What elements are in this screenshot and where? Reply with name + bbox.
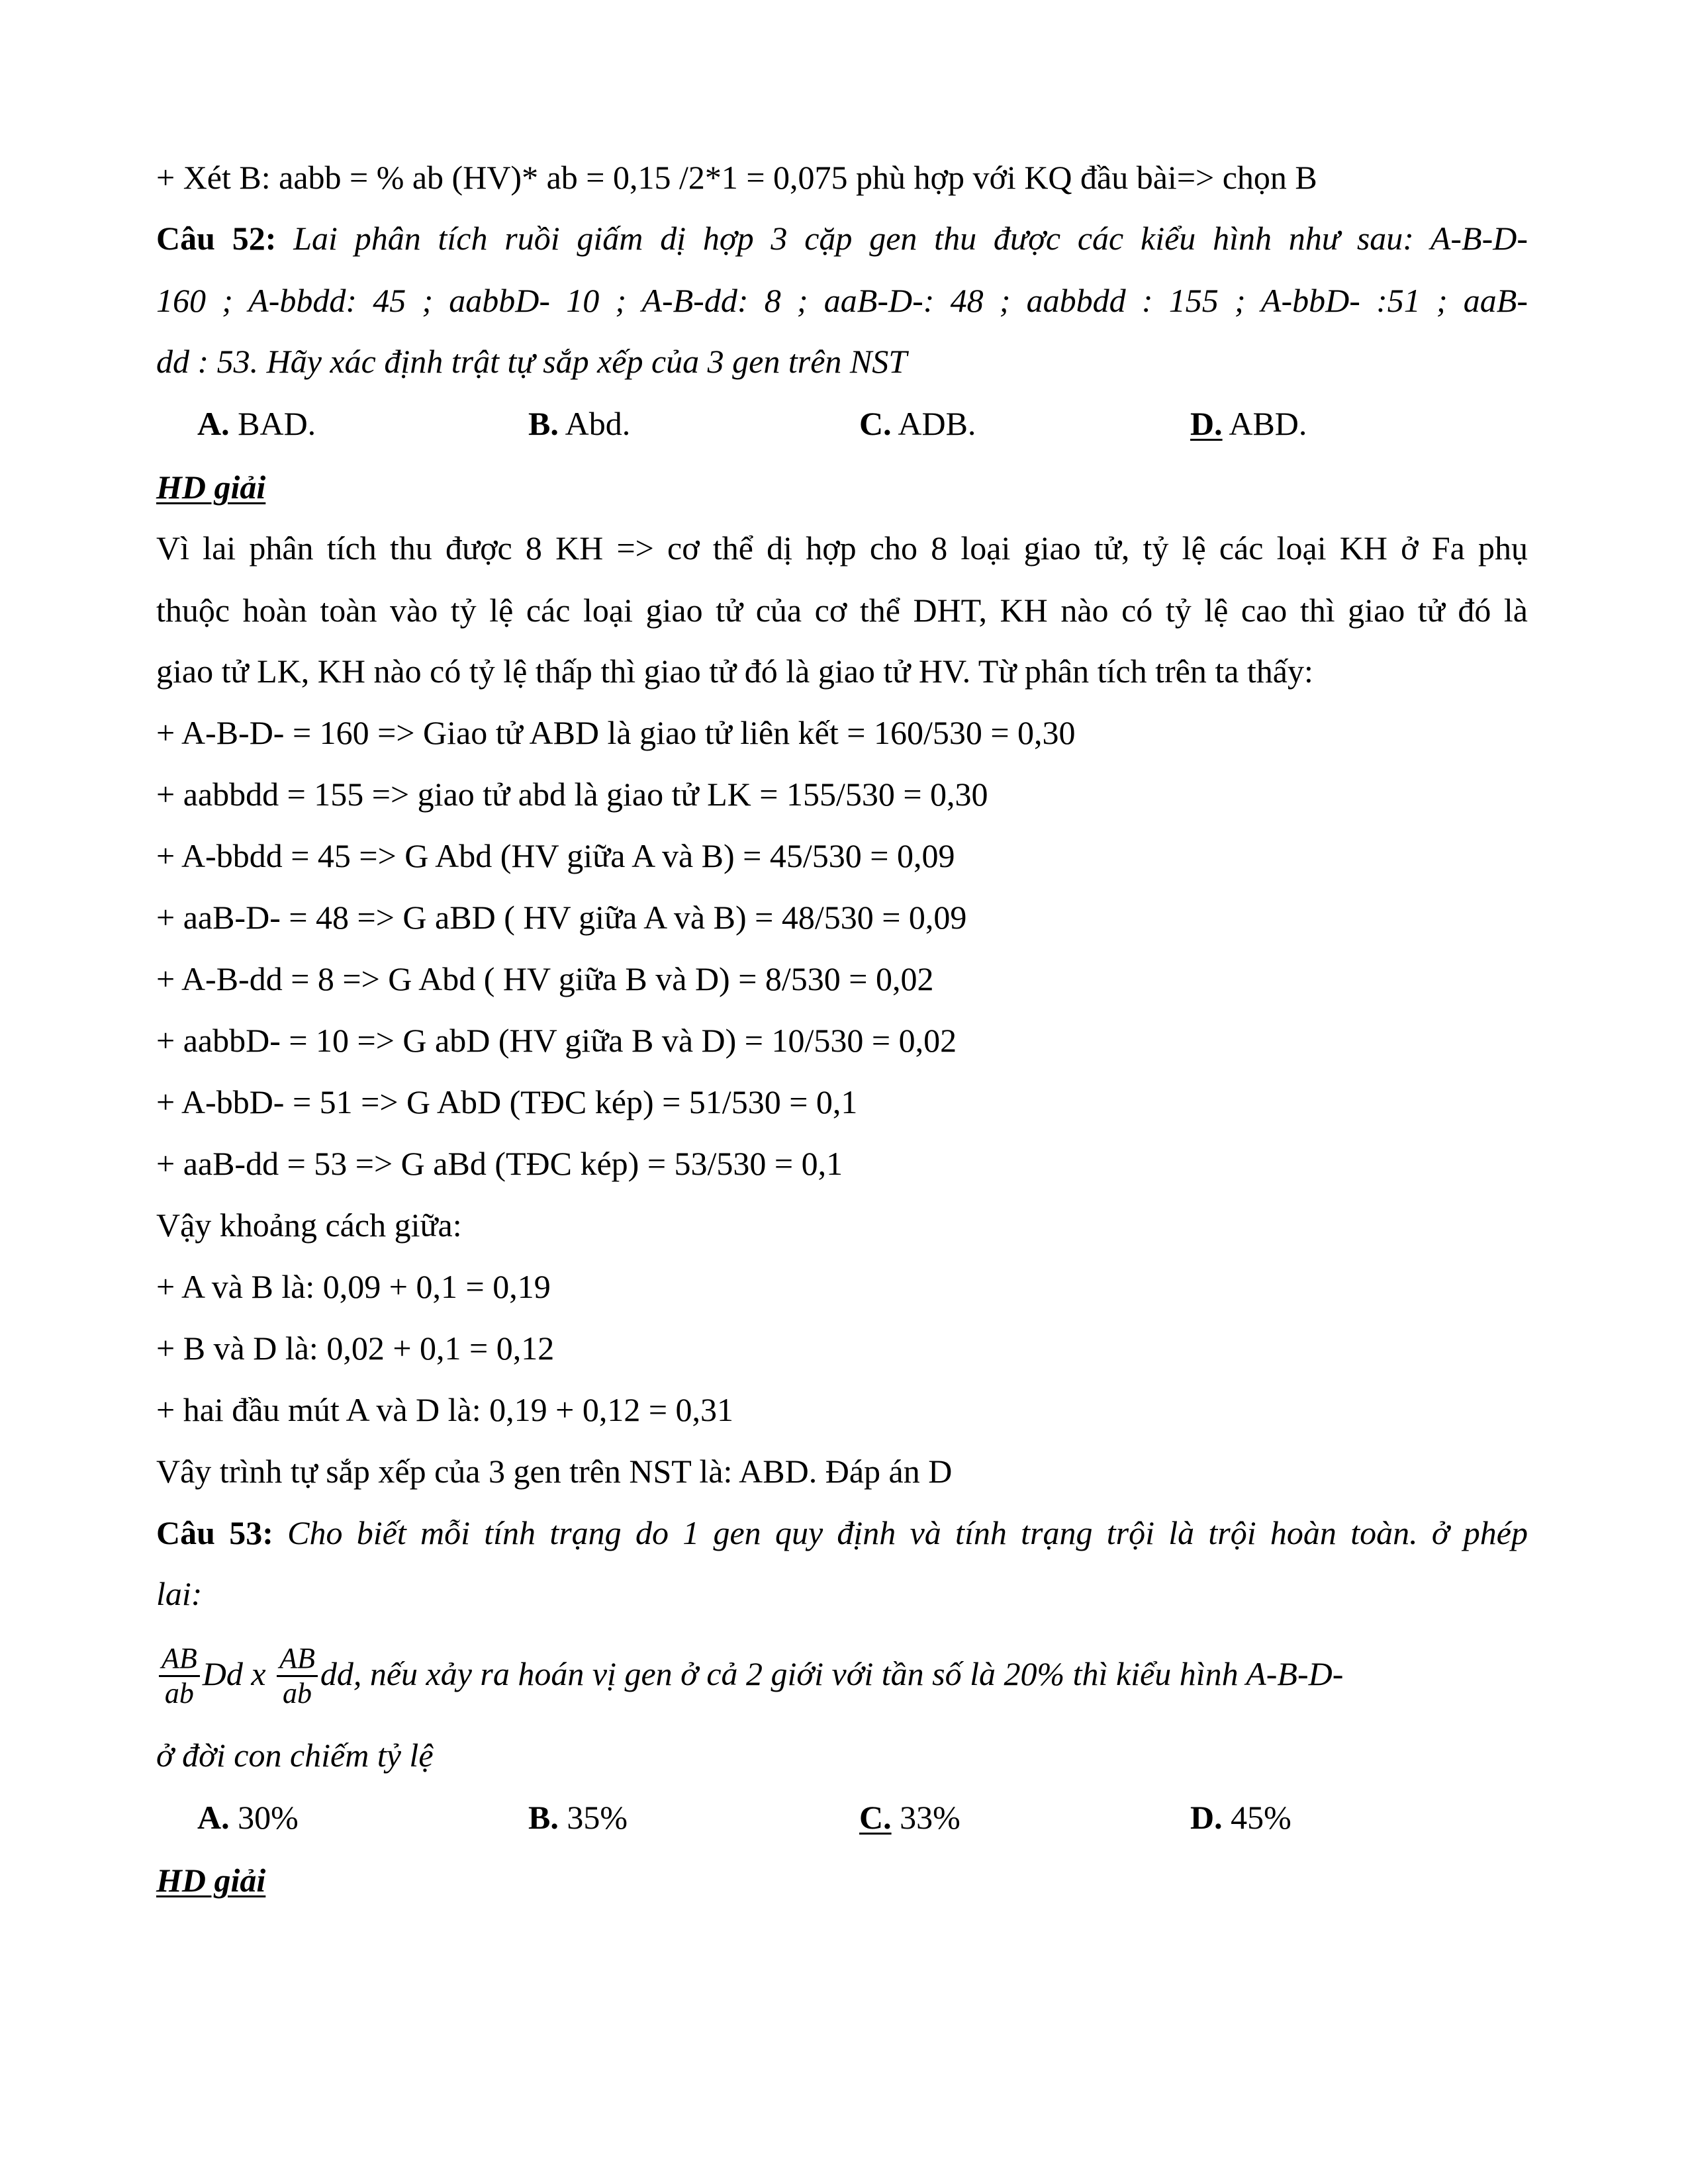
- fraction-2-denominator: ab: [282, 1677, 312, 1710]
- explain-p2: thuộc hoàn toàn vào tỷ lệ các loại giao tử của cơ thể DHT, KH nào có tỷ lệ cao thì giao tử đó là: [156, 592, 1528, 629]
- explain-p3: giao tử LK, KH nào có tỷ lệ thấp thì giao tử đó là giao tử HV. Từ phân tích trên ta thấy:: [156, 653, 1313, 690]
- q52-option-a-text: BAD.: [229, 405, 316, 442]
- explain-line: + aaB-D- = 48 => G aBD ( HV giữa A và B) = 48/530 = 0,09: [156, 899, 967, 936]
- q53-option-d-text: 45%: [1222, 1799, 1291, 1836]
- explain-line: + A-B-D- = 160 => Giao tử ABD là giao tử liên kết = 160/530 = 0,30: [156, 714, 1076, 751]
- q52-text-1: Lai phân tích ruồi giấm dị hợp 3 cặp gen thu được các kiểu hình như sau: A-B-D-: [293, 220, 1528, 257]
- fraction-2-numerator: AB: [277, 1642, 318, 1677]
- hd-heading-2: HD giải: [156, 1862, 266, 1899]
- q52-line1: [156, 218, 1528, 258]
- fraction-2: [277, 1642, 318, 1710]
- q52-label: Câu 52:: [156, 220, 277, 257]
- q52-line2: 160 ; A-bbdd: 45 ; aabbD- 10 ; A-B-dd: 8 ; aaB-D-: 48 ; aabbdd : 155 ; A-bbD- :51 ; aaB-: [156, 282, 1528, 319]
- q52-line3: dd : 53. Hãy xác định trật tự sắp xếp của 3 gen trên NST: [156, 343, 908, 380]
- explain-p1: Vì lai phân tích thu được 8 KH => cơ thể dị hợp cho 8 loại giao tử, tỷ lệ các loại KH ở Fa phụ: [156, 529, 1528, 567]
- q53-option-a-letter: A.: [197, 1799, 230, 1836]
- explain-line: Vậy khoảng cách giữa:: [156, 1206, 462, 1244]
- hd-heading-1: HD giải: [156, 469, 266, 506]
- q53-cross-mid: Dd x: [202, 1655, 266, 1692]
- q53-text-1: Cho biết mỗi tính trạng do 1 gen quy định và tính trạng trội là trội hoàn toàn. ở phép: [287, 1514, 1528, 1551]
- q53-line2: lai:: [156, 1575, 203, 1612]
- explain-line: + A-bbdd = 45 => G Abd (HV giữa A và B) = 45/530 = 0,09: [156, 837, 955, 874]
- explain-line: + B và D là: 0,02 + 0,1 = 0,12: [156, 1330, 555, 1367]
- explain-line: + A và B là: 0,09 + 0,1 = 0,19: [156, 1268, 551, 1305]
- q53-option-a-text: 30%: [229, 1799, 299, 1836]
- fraction-1-numerator: AB: [159, 1642, 200, 1677]
- q53-option-d: [1190, 1797, 1291, 1837]
- q53-option-c: [859, 1797, 961, 1837]
- q53-cross-tail: dd, nếu xảy ra hoán vị gen ở cả 2 giới với tần số là 20% thì kiểu hình A-B-D-: [320, 1655, 1344, 1692]
- explain-line: + A-B-dd = 8 => G Abd ( HV giữa B và D) = 8/530 = 0,02: [156, 960, 934, 997]
- explain-line: + hai đầu mút A và D là: 0,19 + 0,12 = 0,31: [156, 1391, 734, 1428]
- q53-option-b-text: 35%: [558, 1799, 628, 1836]
- q52-option-b: [528, 404, 630, 443]
- q52-option-c-text: ADB.: [891, 405, 976, 442]
- q52-option-d-text: ABD.: [1222, 405, 1307, 442]
- explain-line: + A-bbD- = 51 => G AbD (TĐC kép) = 51/530 = 0,1: [156, 1083, 858, 1120]
- q53-option-b: [528, 1797, 628, 1837]
- top-line: + Xét B: aabb = % ab (HV)* ab = 0,15 /2*1 = 0,075 phù hợp với KQ đầu bài=> chọn B: [156, 159, 1317, 196]
- q52-option-a-letter: A.: [197, 405, 230, 442]
- explain-line: + aabbdd = 155 => giao tử abd là giao tử LK = 155/530 = 0,30: [156, 776, 988, 813]
- q53-option-c-letter: C.: [859, 1799, 892, 1836]
- q52-option-a: [197, 404, 316, 443]
- q52-option-b-letter: B.: [528, 405, 559, 442]
- explain-conclusion: Vây trình tự sắp xếp của 3 gen trên NST là: ABD. Đáp án D: [156, 1453, 953, 1490]
- explain-line: + aaB-dd = 53 => G aBd (TĐC kép) = 53/530 = 0,1: [156, 1145, 843, 1182]
- q53-cross-formula: [156, 1637, 1343, 1711]
- q53-line1: [156, 1513, 1528, 1553]
- q52-option-d: [1190, 404, 1307, 443]
- fraction-1: [159, 1642, 200, 1710]
- q53-option-a: [197, 1797, 299, 1837]
- q52-option-d-letter: D.: [1190, 405, 1223, 442]
- q52-option-c: [859, 404, 976, 443]
- q52-option-c-letter: C.: [859, 405, 892, 442]
- explain-line: + aabbD- = 10 => G abD (HV giữa B và D) = 10/530 = 0,02: [156, 1022, 957, 1059]
- q52-option-b-text: Abd.: [558, 405, 631, 442]
- q53-option-d-letter: D.: [1190, 1799, 1223, 1836]
- q53-line4: ở đời con chiếm tỷ lệ: [156, 1737, 434, 1774]
- q53-option-b-letter: B.: [528, 1799, 559, 1836]
- fraction-1-denominator: ab: [164, 1677, 194, 1710]
- q53-option-c-text: 33%: [891, 1799, 961, 1836]
- q53-label: Câu 53:: [156, 1514, 273, 1551]
